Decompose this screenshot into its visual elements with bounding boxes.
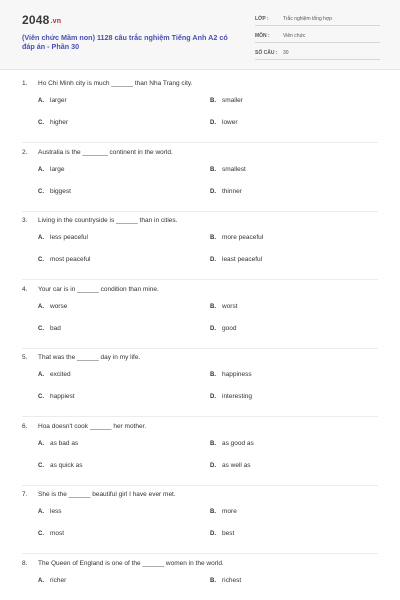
option-letter: A. [38, 235, 44, 241]
meta-count-label: SỐ CÂU : [255, 50, 278, 56]
answer-option[interactable] [210, 530, 234, 537]
option-letter: A. [38, 98, 44, 104]
answer-option[interactable] [210, 371, 252, 378]
meta-class-value: Trắc nghiệm tổng hợp [283, 16, 332, 22]
option-text: larger [50, 97, 67, 104]
option-text: as bad as [50, 439, 79, 447]
answer-option[interactable] [210, 303, 238, 310]
question-number: 7. [22, 491, 28, 498]
option-letter: A. [38, 303, 44, 310]
meta-count-value: 30 [283, 50, 289, 56]
answer-option[interactable] [210, 393, 252, 400]
option-letter: B. [210, 235, 216, 241]
answer-option[interactable] [38, 303, 67, 310]
logo-text: 2048 [22, 13, 50, 27]
option-text: worse [50, 302, 68, 310]
option-letter: B. [210, 98, 216, 104]
answer-option[interactable] [210, 325, 236, 332]
meta-subject-value: Viên chức [283, 33, 306, 39]
option-letter: B. [210, 440, 216, 447]
question-number: 4. [22, 285, 28, 293]
question-number: 8. [22, 559, 28, 567]
answer-option[interactable] [210, 440, 254, 447]
answer-option[interactable] [38, 440, 78, 447]
answer-option[interactable] [210, 508, 237, 515]
document-header [0, 0, 400, 70]
question-text: Living in the countryside is ______ than in cities. [38, 217, 178, 224]
option-letter: D. [210, 120, 216, 126]
option-text: richest [222, 576, 242, 584]
answer-option[interactable] [210, 577, 241, 584]
option-letter: D. [210, 394, 216, 400]
option-letter: A. [38, 440, 44, 447]
site-logo[interactable] [22, 13, 61, 27]
answer-option[interactable] [210, 188, 242, 195]
option-text: good [222, 324, 237, 332]
option-text: lower [222, 119, 238, 126]
option-letter: C. [38, 531, 44, 537]
answer-option[interactable] [38, 188, 71, 195]
option-text: happiest [50, 393, 75, 400]
answer-option[interactable] [38, 256, 90, 263]
question-divider [22, 485, 378, 486]
option-text: more peaceful [222, 234, 264, 241]
option-text: bad [50, 324, 61, 332]
option-letter: B. [210, 372, 216, 378]
question-number: 3. [22, 217, 28, 224]
answer-option[interactable] [38, 508, 62, 515]
logo-suffix: .vn [50, 18, 62, 25]
option-letter: D. [210, 531, 216, 537]
meta-class-label: LỚP : [255, 16, 269, 22]
question-divider [22, 416, 378, 417]
question-text: The Queen of England is one of the ______ women in the world. [38, 559, 224, 567]
option-text: thinner [222, 187, 242, 195]
question-number: 5. [22, 354, 28, 361]
option-text: less peaceful [50, 234, 88, 241]
option-letter: A. [38, 509, 44, 515]
option-text: smaller [222, 97, 243, 104]
answer-option[interactable] [210, 97, 243, 104]
question-number: 2. [22, 148, 28, 156]
option-letter: C. [38, 188, 44, 195]
option-letter: A. [38, 577, 44, 584]
option-text: most peaceful [50, 256, 91, 263]
answer-option[interactable] [210, 462, 251, 469]
option-text: large [50, 165, 65, 173]
option-letter: C. [38, 257, 44, 263]
question-divider [22, 142, 378, 143]
option-text: least peaceful [222, 256, 263, 263]
answer-option[interactable] [38, 119, 68, 126]
answer-option[interactable] [38, 97, 67, 104]
option-letter: A. [38, 166, 44, 173]
option-text: smallest [222, 165, 246, 173]
document-title: (Viên chức Mầm non) 1128 câu trắc nghiệm Tiếng Anh A2 có đáp án - Phần 30 [22, 33, 228, 51]
question-divider [22, 211, 378, 212]
question-text: Australia is the _______ continent in the world. [38, 148, 173, 156]
meta-subject-row [255, 29, 380, 43]
option-text: less [50, 508, 62, 515]
option-letter: C. [38, 325, 44, 332]
option-text: as good as [222, 439, 254, 447]
question-divider [22, 279, 378, 280]
answer-option[interactable] [210, 166, 246, 173]
answer-option[interactable] [210, 234, 263, 241]
option-letter: B. [210, 509, 216, 515]
answer-option[interactable] [38, 166, 64, 173]
option-text: more [222, 508, 237, 515]
answer-option[interactable] [38, 577, 66, 584]
question-text: She is the ______ beautiful girl I have ever met. [38, 491, 176, 498]
answer-option[interactable] [38, 530, 64, 537]
option-letter: C. [38, 394, 44, 400]
option-text: as well as [222, 461, 251, 469]
option-text: as quick as [50, 461, 83, 469]
option-letter: C. [38, 462, 44, 469]
answer-option[interactable] [38, 393, 75, 400]
option-letter: B. [210, 303, 216, 310]
option-text: interesting [222, 393, 252, 400]
option-letter: D. [210, 462, 216, 469]
meta-count-row [255, 46, 380, 60]
option-letter: A. [38, 372, 44, 378]
question-divider [22, 553, 378, 554]
question-text: Your car is in ______ condition than mine. [38, 285, 159, 293]
answer-option[interactable] [38, 371, 71, 378]
option-text: higher [50, 119, 69, 126]
option-letter: D. [210, 325, 216, 332]
answer-option[interactable] [38, 462, 83, 469]
option-letter: C. [38, 120, 44, 126]
question-number: 6. [22, 422, 28, 430]
question-divider [22, 348, 378, 349]
meta-class-row [255, 12, 380, 26]
answer-option[interactable] [210, 256, 262, 263]
option-letter: B. [210, 577, 216, 584]
answer-option[interactable] [38, 325, 61, 332]
option-text: most [50, 530, 65, 537]
option-letter: B. [210, 166, 216, 173]
option-letter: D. [210, 257, 216, 263]
answer-option[interactable] [38, 234, 88, 241]
question-text: Hoa doesn't cook ______ her mother. [38, 422, 147, 430]
option-text: excited [50, 371, 71, 378]
option-text: happiness [222, 371, 252, 378]
option-text: biggest [50, 187, 71, 195]
option-text: worst [222, 302, 238, 310]
option-letter: D. [210, 188, 216, 195]
option-text: best [222, 530, 235, 537]
question-number: 1. [22, 80, 28, 87]
question-text: That was the ______ day in my life. [38, 354, 141, 361]
question-text: Ho Chi Minh city is much ______ than Nha Trang city. [38, 80, 193, 87]
option-text: richer [50, 576, 67, 584]
answer-option[interactable] [210, 119, 238, 126]
meta-subject-label: MÔN : [255, 33, 270, 39]
